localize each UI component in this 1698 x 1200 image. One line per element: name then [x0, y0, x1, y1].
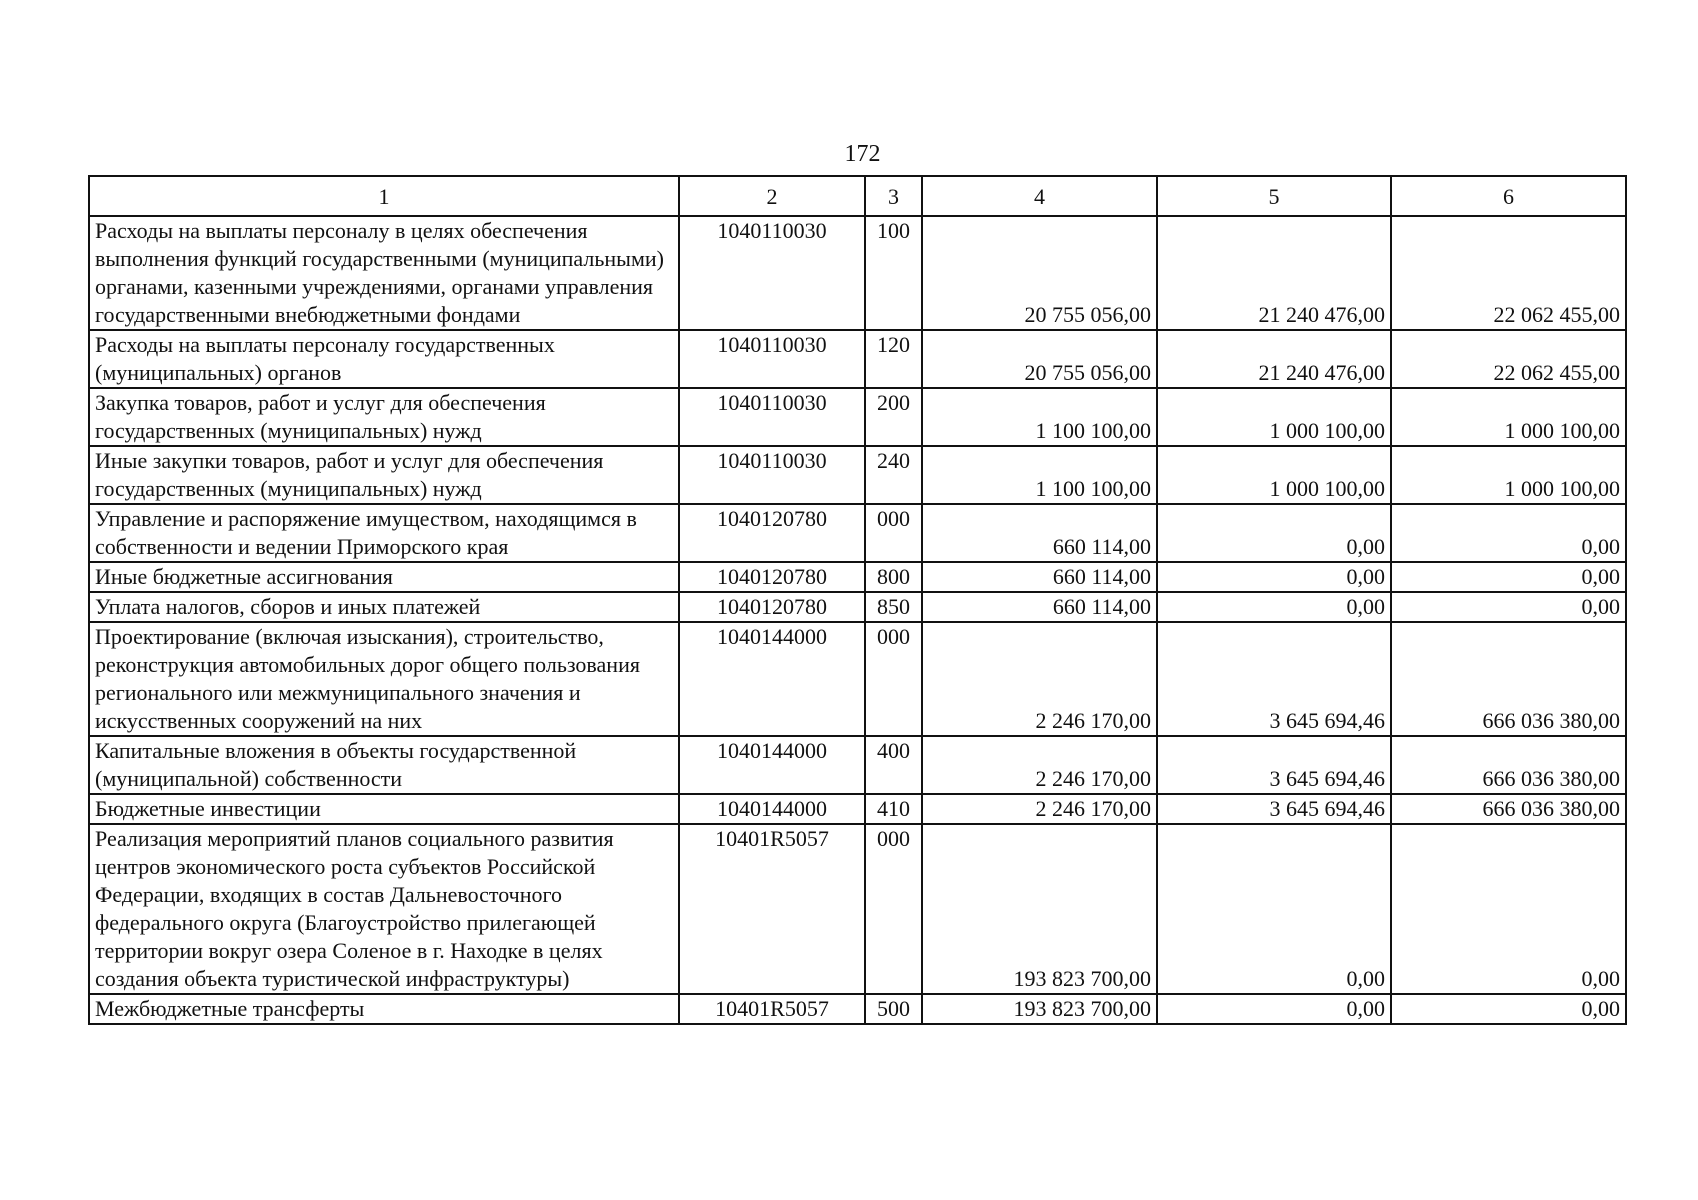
expense-type-code: 100	[865, 216, 922, 330]
amount-col-6: 0,00	[1391, 562, 1626, 592]
expense-name: Капитальные вложения в объекты государственной (муниципальной) собственности	[89, 736, 679, 794]
target-code: 1040144000	[679, 736, 865, 794]
target-code: 10401R5057	[679, 994, 865, 1024]
amount-col-5: 21 240 476,00	[1157, 330, 1391, 388]
amount-col-6: 666 036 380,00	[1391, 736, 1626, 794]
table-row	[89, 562, 1626, 592]
expense-name: Иные бюджетные ассигнования	[89, 562, 679, 592]
amount-col-4: 1 100 100,00	[922, 388, 1157, 446]
amount-col-5: 0,00	[1157, 504, 1391, 562]
column-header-1: 1	[89, 176, 679, 216]
column-header-4: 4	[922, 176, 1157, 216]
amount-col-5: 0,00	[1157, 824, 1391, 994]
expense-name: Иные закупки товаров, работ и услуг для обеспечения государственных (муниципальных) нужд	[89, 446, 679, 504]
table-header-row	[89, 176, 1626, 216]
expense-type-code: 500	[865, 994, 922, 1024]
amount-col-4: 1 100 100,00	[922, 446, 1157, 504]
target-code: 1040120780	[679, 592, 865, 622]
budget-table	[88, 175, 1627, 1025]
amount-col-6: 0,00	[1391, 994, 1626, 1024]
table-row	[89, 794, 1626, 824]
column-header-2: 2	[679, 176, 865, 216]
table-row	[89, 216, 1626, 330]
target-code: 1040110030	[679, 330, 865, 388]
target-code: 1040110030	[679, 216, 865, 330]
table-row	[89, 736, 1626, 794]
expense-type-code: 400	[865, 736, 922, 794]
amount-col-6: 0,00	[1391, 824, 1626, 994]
expense-name: Управление и распоряжение имуществом, находящимся в собственности и ведении Приморского края	[89, 504, 679, 562]
amount-col-6: 0,00	[1391, 592, 1626, 622]
amount-col-5: 1 000 100,00	[1157, 446, 1391, 504]
expense-type-code: 000	[865, 622, 922, 736]
amount-col-5: 3 645 694,46	[1157, 794, 1391, 824]
expense-name: Реализация мероприятий планов социального развития центров экономического роста субъектов Российской Федерации, входящих в состав Дальневосточного федерального округа (Благоустройство прилегающей территории вокруг озера Соленое в г. Находке в целях создания объекта туристической инфраструктуры)	[89, 824, 679, 994]
table-row	[89, 994, 1626, 1024]
amount-col-6: 1 000 100,00	[1391, 388, 1626, 446]
amount-col-5: 3 645 694,46	[1157, 736, 1391, 794]
expense-type-code: 850	[865, 592, 922, 622]
amount-col-4: 193 823 700,00	[922, 994, 1157, 1024]
amount-col-5: 0,00	[1157, 592, 1391, 622]
amount-col-6: 1 000 100,00	[1391, 446, 1626, 504]
amount-col-5: 3 645 694,46	[1157, 622, 1391, 736]
expense-type-code: 200	[865, 388, 922, 446]
expense-type-code: 240	[865, 446, 922, 504]
column-header-3: 3	[865, 176, 922, 216]
target-code: 1040110030	[679, 388, 865, 446]
expense-type-code: 410	[865, 794, 922, 824]
amount-col-4: 660 114,00	[922, 504, 1157, 562]
expense-name: Межбюджетные трансферты	[89, 994, 679, 1024]
table-row	[89, 388, 1626, 446]
expense-name: Расходы на выплаты персоналу государственных (муниципальных) органов	[89, 330, 679, 388]
page-number: 172	[844, 141, 881, 167]
expense-name: Закупка товаров, работ и услуг для обеспечения государственных (муниципальных) нужд	[89, 388, 679, 446]
table-row	[89, 824, 1626, 994]
expense-type-code: 120	[865, 330, 922, 388]
amount-col-4: 20 755 056,00	[922, 216, 1157, 330]
amount-col-6: 22 062 455,00	[1391, 216, 1626, 330]
amount-col-4: 2 246 170,00	[922, 622, 1157, 736]
amount-col-5: 21 240 476,00	[1157, 216, 1391, 330]
target-code: 1040144000	[679, 622, 865, 736]
table-row	[89, 592, 1626, 622]
amount-col-5: 0,00	[1157, 562, 1391, 592]
amount-col-6: 666 036 380,00	[1391, 794, 1626, 824]
amount-col-4: 2 246 170,00	[922, 736, 1157, 794]
target-code: 1040120780	[679, 562, 865, 592]
target-code: 1040144000	[679, 794, 865, 824]
amount-col-4: 660 114,00	[922, 562, 1157, 592]
amount-col-6: 22 062 455,00	[1391, 330, 1626, 388]
target-code: 1040120780	[679, 504, 865, 562]
expense-name: Расходы на выплаты персоналу в целях обеспечения выполнения функций государственными (муниципальными) органами, казенными учреждениями, органами управления государственными внебюджетными фондами	[89, 216, 679, 330]
amount-col-4: 20 755 056,00	[922, 330, 1157, 388]
amount-col-6: 0,00	[1391, 504, 1626, 562]
amount-col-4: 660 114,00	[922, 592, 1157, 622]
table-row	[89, 504, 1626, 562]
table-row	[89, 446, 1626, 504]
target-code: 10401R5057	[679, 824, 865, 994]
expense-type-code: 800	[865, 562, 922, 592]
amount-col-5: 0,00	[1157, 994, 1391, 1024]
table-row	[89, 330, 1626, 388]
expense-name: Бюджетные инвестиции	[89, 794, 679, 824]
amount-col-5: 1 000 100,00	[1157, 388, 1391, 446]
table-row	[89, 622, 1626, 736]
column-header-5: 5	[1157, 176, 1391, 216]
amount-col-6: 666 036 380,00	[1391, 622, 1626, 736]
target-code: 1040110030	[679, 446, 865, 504]
expense-name: Проектирование (включая изыскания), строительство, реконструкция автомобильных дорог общего пользования регионального или межмуниципального значения и искусственных сооружений на них	[89, 622, 679, 736]
amount-col-4: 2 246 170,00	[922, 794, 1157, 824]
column-header-6: 6	[1391, 176, 1626, 216]
expense-type-code: 000	[865, 504, 922, 562]
amount-col-4: 193 823 700,00	[922, 824, 1157, 994]
expense-name: Уплата налогов, сборов и иных платежей	[89, 592, 679, 622]
expense-type-code: 000	[865, 824, 922, 994]
